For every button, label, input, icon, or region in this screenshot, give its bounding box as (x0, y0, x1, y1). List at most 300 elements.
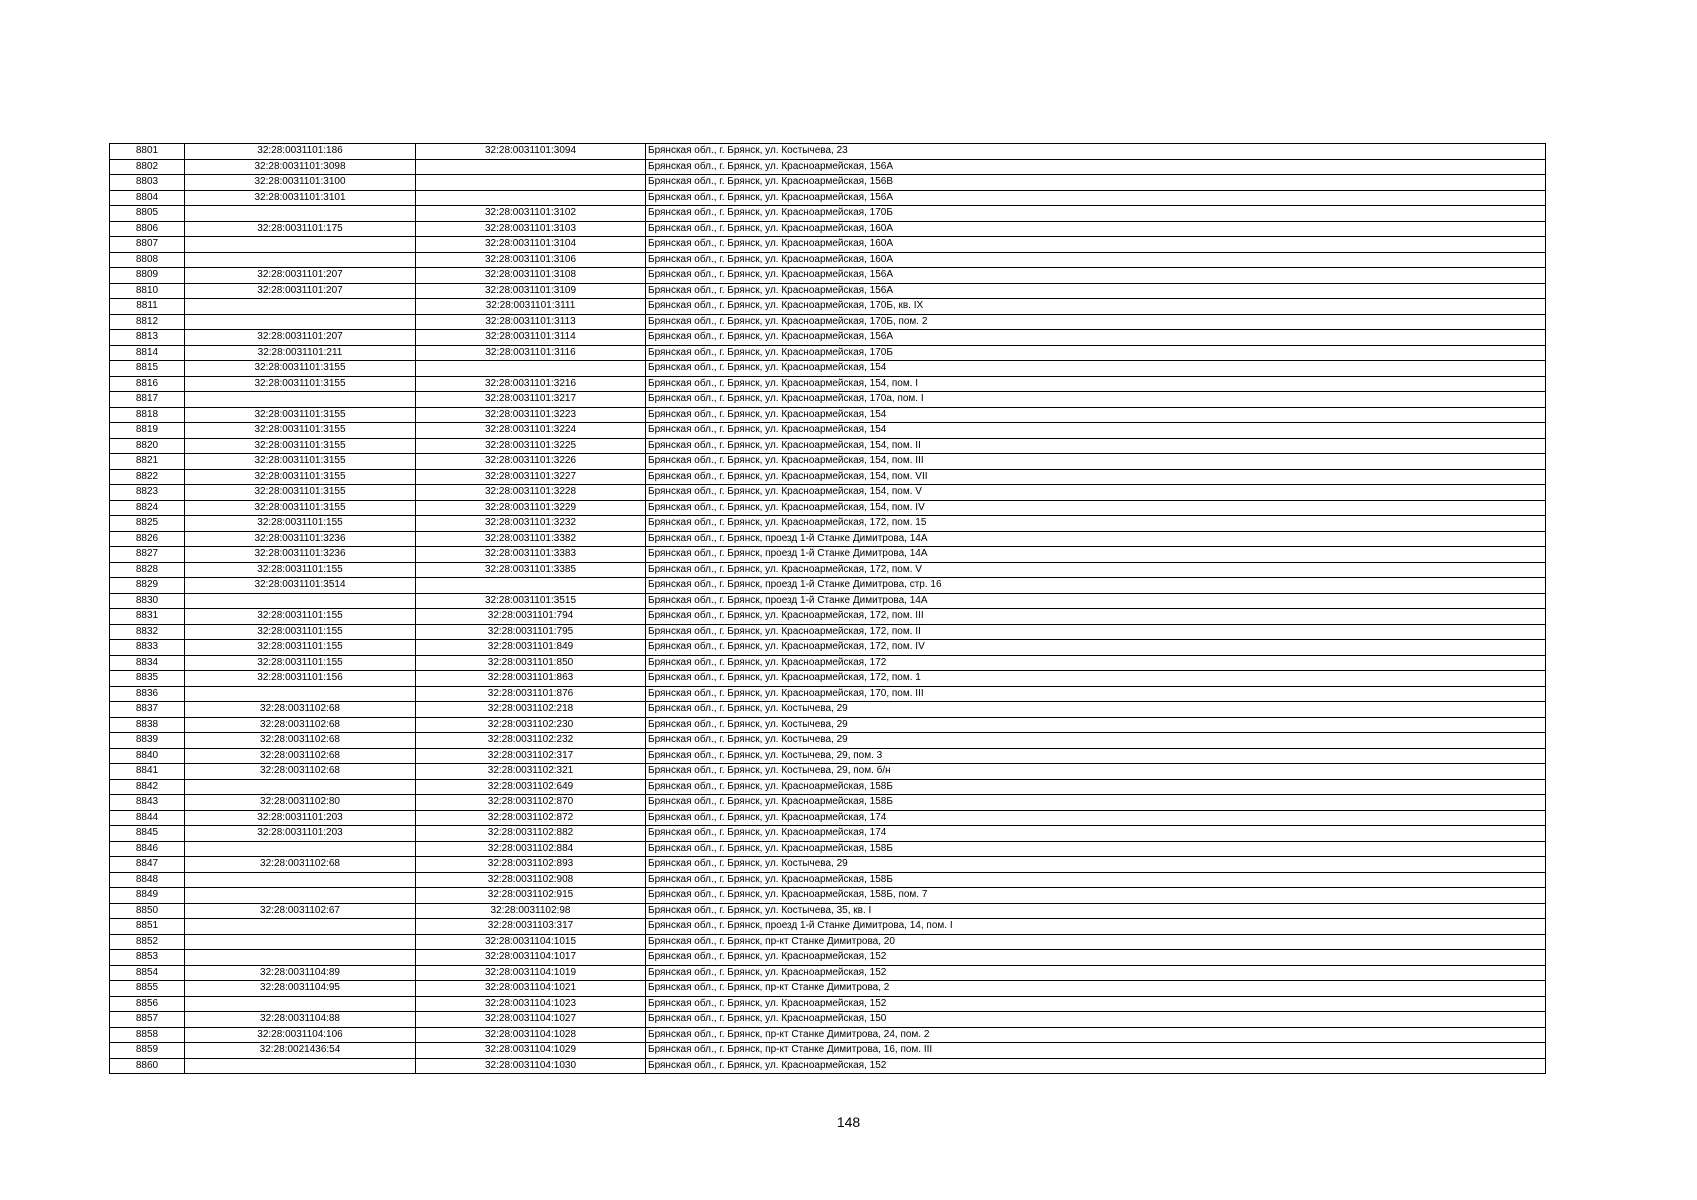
address-cell: Брянская обл., г. Брянск, ул. Красноармейская, 172 (646, 655, 1546, 671)
row-number-cell: 8812 (110, 314, 185, 330)
table-row (110, 237, 1546, 253)
row-number-cell: 8813 (110, 330, 185, 346)
object-cadastral-number-cell: 32:28:0031101:3223 (416, 407, 646, 423)
land-cadastral-number-cell: 32:28:0031102:68 (185, 733, 416, 749)
row-number-cell: 8834 (110, 655, 185, 671)
table-row (110, 454, 1546, 470)
row-number-cell: 8821 (110, 454, 185, 470)
address-cell: Брянская обл., г. Брянск, ул. Красноармейская, 156А (646, 283, 1546, 299)
registry-table (109, 143, 1546, 1074)
table-row (110, 717, 1546, 733)
object-cadastral-number-cell: 32:28:0031102:230 (416, 717, 646, 733)
address-cell: Брянская обл., г. Брянск, ул. Красноармейская, 152 (646, 1058, 1546, 1074)
land-cadastral-number-cell: 32:28:0031101:3155 (185, 376, 416, 392)
land-cadastral-number-cell: 32:28:0031101:155 (185, 609, 416, 625)
address-cell: Брянская обл., г. Брянск, ул. Красноармейская, 170Б, пом. 2 (646, 314, 1546, 330)
address-cell: Брянская обл., г. Брянск, ул. Красноармейская, 154, пом. IV (646, 500, 1546, 516)
address-cell: Брянская обл., г. Брянск, ул. Костычева, 23 (646, 144, 1546, 160)
land-cadastral-number-cell: 32:28:0031101:3155 (185, 438, 416, 454)
land-cadastral-number-cell: 32:28:0031101:175 (185, 221, 416, 237)
row-number-cell: 8803 (110, 175, 185, 191)
land-cadastral-number-cell: 32:28:0031102:68 (185, 748, 416, 764)
object-cadastral-number-cell: 32:28:0031101:3106 (416, 252, 646, 268)
table-row (110, 593, 1546, 609)
object-cadastral-number-cell (416, 578, 646, 594)
address-cell: Брянская обл., г. Брянск, ул. Красноармейская, 172, пом. IV (646, 640, 1546, 656)
land-cadastral-number-cell (185, 934, 416, 950)
row-number-cell: 8833 (110, 640, 185, 656)
table-row (110, 810, 1546, 826)
object-cadastral-number-cell: 32:28:0031104:1028 (416, 1027, 646, 1043)
object-cadastral-number-cell: 32:28:0031104:1015 (416, 934, 646, 950)
object-cadastral-number-cell: 32:28:0031101:3228 (416, 485, 646, 501)
row-number-cell: 8832 (110, 624, 185, 640)
object-cadastral-number-cell: 32:28:0031102:882 (416, 826, 646, 842)
land-cadastral-number-cell: 32:28:0031101:3155 (185, 407, 416, 423)
object-cadastral-number-cell: 32:28:0031101:3102 (416, 206, 646, 222)
page-number: 148 (836, 1114, 861, 1130)
row-number-cell: 8831 (110, 609, 185, 625)
land-cadastral-number-cell: 32:28:0031101:207 (185, 268, 416, 284)
address-cell: Брянская обл., г. Брянск, проезд 1-й Станке Димитрова, 14А (646, 531, 1546, 547)
land-cadastral-number-cell (185, 392, 416, 408)
object-cadastral-number-cell: 32:28:0031103:317 (416, 919, 646, 935)
land-cadastral-number-cell: 32:28:0031102:80 (185, 795, 416, 811)
address-cell: Брянская обл., г. Брянск, ул. Красноармейская, 170а, пом. I (646, 392, 1546, 408)
table-row (110, 686, 1546, 702)
land-cadastral-number-cell: 32:28:0031102:68 (185, 717, 416, 733)
object-cadastral-number-cell: 32:28:0031101:3229 (416, 500, 646, 516)
row-number-cell: 8829 (110, 578, 185, 594)
land-cadastral-number-cell: 32:28:0031101:3155 (185, 500, 416, 516)
object-cadastral-number-cell: 32:28:0031102:915 (416, 888, 646, 904)
land-cadastral-number-cell: 32:28:0031101:155 (185, 655, 416, 671)
row-number-cell: 8851 (110, 919, 185, 935)
address-cell: Брянская обл., г. Брянск, ул. Красноармейская, 152 (646, 996, 1546, 1012)
object-cadastral-number-cell: 32:28:0031101:3104 (416, 237, 646, 253)
object-cadastral-number-cell: 32:28:0031104:1027 (416, 1012, 646, 1028)
address-cell: Брянская обл., г. Брянск, проезд 1-й Станке Димитрова, 14А (646, 593, 1546, 609)
land-cadastral-number-cell: 32:28:0031102:67 (185, 903, 416, 919)
address-cell: Брянская обл., г. Брянск, ул. Красноармейская, 156А (646, 159, 1546, 175)
table-row (110, 655, 1546, 671)
table-row (110, 624, 1546, 640)
row-number-cell: 8810 (110, 283, 185, 299)
row-number-cell: 8853 (110, 950, 185, 966)
land-cadastral-number-cell (185, 593, 416, 609)
row-number-cell: 8824 (110, 500, 185, 516)
address-cell: Брянская обл., г. Брянск, ул. Красноармейская, 158Б (646, 841, 1546, 857)
land-cadastral-number-cell (185, 1058, 416, 1074)
object-cadastral-number-cell: 32:28:0031101:3094 (416, 144, 646, 160)
land-cadastral-number-cell (185, 206, 416, 222)
land-cadastral-number-cell: 32:28:0031104:95 (185, 981, 416, 997)
object-cadastral-number-cell: 32:28:0031101:3227 (416, 469, 646, 485)
row-number-cell: 8854 (110, 965, 185, 981)
address-cell: Брянская обл., г. Брянск, ул. Красноармейская, 152 (646, 965, 1546, 981)
row-number-cell: 8847 (110, 857, 185, 873)
object-cadastral-number-cell: 32:28:0031102:232 (416, 733, 646, 749)
row-number-cell: 8819 (110, 423, 185, 439)
table-row (110, 562, 1546, 578)
object-cadastral-number-cell: 32:28:0031104:1023 (416, 996, 646, 1012)
row-number-cell: 8814 (110, 345, 185, 361)
address-cell: Брянская обл., г. Брянск, ул. Красноармейская, 160А (646, 237, 1546, 253)
object-cadastral-number-cell: 32:28:0031101:3116 (416, 345, 646, 361)
land-cadastral-number-cell: 32:28:0031104:88 (185, 1012, 416, 1028)
table-row (110, 190, 1546, 206)
table-row (110, 779, 1546, 795)
object-cadastral-number-cell (416, 361, 646, 377)
address-cell: Брянская обл., г. Брянск, ул. Красноармейская, 154 (646, 423, 1546, 439)
row-number-cell: 8806 (110, 221, 185, 237)
row-number-cell: 8818 (110, 407, 185, 423)
object-cadastral-number-cell: 32:28:0031102:98 (416, 903, 646, 919)
address-cell: Брянская обл., г. Брянск, ул. Красноармейская, 160А (646, 252, 1546, 268)
land-cadastral-number-cell (185, 299, 416, 315)
land-cadastral-number-cell: 32:28:0031102:68 (185, 702, 416, 718)
address-cell: Брянская обл., г. Брянск, ул. Красноармейская, 158Б (646, 795, 1546, 811)
address-cell: Брянская обл., г. Брянск, ул. Костычева, 29, пом. 3 (646, 748, 1546, 764)
land-cadastral-number-cell (185, 841, 416, 857)
table-row (110, 702, 1546, 718)
table-row (110, 671, 1546, 687)
land-cadastral-number-cell: 32:28:0031101:3514 (185, 578, 416, 594)
address-cell: Брянская обл., г. Брянск, ул. Красноармейская, 156В (646, 175, 1546, 191)
address-cell: Брянская обл., г. Брянск, ул. Красноармейская, 172, пом. II (646, 624, 1546, 640)
table-row (110, 392, 1546, 408)
row-number-cell: 8802 (110, 159, 185, 175)
land-cadastral-number-cell: 32:28:0031101:3155 (185, 454, 416, 470)
table-row (110, 206, 1546, 222)
row-number-cell: 8837 (110, 702, 185, 718)
object-cadastral-number-cell: 32:28:0031101:3111 (416, 299, 646, 315)
land-cadastral-number-cell: 32:28:0031101:3236 (185, 547, 416, 563)
table-row (110, 1027, 1546, 1043)
row-number-cell: 8855 (110, 981, 185, 997)
table-row (110, 1058, 1546, 1074)
address-cell: Брянская обл., г. Брянск, ул. Костычева, 29 (646, 702, 1546, 718)
table-row (110, 996, 1546, 1012)
table-row (110, 1043, 1546, 1059)
object-cadastral-number-cell: 32:28:0031101:3225 (416, 438, 646, 454)
table-row (110, 531, 1546, 547)
row-number-cell: 8822 (110, 469, 185, 485)
land-cadastral-number-cell (185, 872, 416, 888)
row-number-cell: 8860 (110, 1058, 185, 1074)
table-row (110, 221, 1546, 237)
address-cell: Брянская обл., г. Брянск, ул. Красноармейская, 172, пом. V (646, 562, 1546, 578)
land-cadastral-number-cell: 32:28:0031101:3155 (185, 469, 416, 485)
row-number-cell: 8849 (110, 888, 185, 904)
table-row (110, 903, 1546, 919)
table-row (110, 423, 1546, 439)
table-row (110, 376, 1546, 392)
address-cell: Брянская обл., г. Брянск, ул. Красноармейская, 172, пом. 1 (646, 671, 1546, 687)
land-cadastral-number-cell: 32:28:0031101:3155 (185, 423, 416, 439)
address-cell: Брянская обл., г. Брянск, ул. Красноармейская, 152 (646, 950, 1546, 966)
object-cadastral-number-cell: 32:28:0031101:3383 (416, 547, 646, 563)
address-cell: Брянская обл., г. Брянск, ул. Костычева, 29, пом. б/н (646, 764, 1546, 780)
address-cell: Брянская обл., г. Брянск, ул. Красноармейская, 154, пом. II (646, 438, 1546, 454)
land-cadastral-number-cell: 32:28:0031101:203 (185, 826, 416, 842)
address-cell: Брянская обл., г. Брянск, ул. Красноармейская, 172, пом. III (646, 609, 1546, 625)
land-cadastral-number-cell: 32:28:0031104:89 (185, 965, 416, 981)
row-number-cell: 8846 (110, 841, 185, 857)
object-cadastral-number-cell (416, 159, 646, 175)
address-cell: Брянская обл., г. Брянск, ул. Костычева, 35, кв. I (646, 903, 1546, 919)
land-cadastral-number-cell: 32:28:0031101:203 (185, 810, 416, 826)
land-cadastral-number-cell: 32:28:0031101:3155 (185, 361, 416, 377)
object-cadastral-number-cell: 32:28:0031101:3216 (416, 376, 646, 392)
land-cadastral-number-cell: 32:28:0031101:3236 (185, 531, 416, 547)
row-number-cell: 8843 (110, 795, 185, 811)
object-cadastral-number-cell: 32:28:0031102:649 (416, 779, 646, 795)
land-cadastral-number-cell: 32:28:0031101:211 (185, 345, 416, 361)
table-row (110, 965, 1546, 981)
address-cell: Брянская обл., г. Брянск, ул. Красноармейская, 156А (646, 190, 1546, 206)
land-cadastral-number-cell: 32:28:0031101:155 (185, 562, 416, 578)
row-number-cell: 8845 (110, 826, 185, 842)
table-row (110, 748, 1546, 764)
address-cell: Брянская обл., г. Брянск, ул. Красноармейская, 154 (646, 361, 1546, 377)
object-cadastral-number-cell: 32:28:0031101:3108 (416, 268, 646, 284)
address-cell: Брянская обл., г. Брянск, ул. Красноармейская, 156А (646, 330, 1546, 346)
row-number-cell: 8826 (110, 531, 185, 547)
land-cadastral-number-cell: 32:28:0031101:156 (185, 671, 416, 687)
address-cell: Брянская обл., г. Брянск, ул. Красноармейская, 158Б, пом. 7 (646, 888, 1546, 904)
land-cadastral-number-cell: 32:28:0031101:207 (185, 283, 416, 299)
land-cadastral-number-cell: 32:28:0021436:54 (185, 1043, 416, 1059)
table-row (110, 175, 1546, 191)
object-cadastral-number-cell: 32:28:0031102:872 (416, 810, 646, 826)
row-number-cell: 8842 (110, 779, 185, 795)
address-cell: Брянская обл., г. Брянск, ул. Красноармейская, 158Б (646, 779, 1546, 795)
address-cell: Брянская обл., г. Брянск, ул. Красноармейская, 170Б (646, 345, 1546, 361)
table-row (110, 934, 1546, 950)
object-cadastral-number-cell: 32:28:0031101:3515 (416, 593, 646, 609)
table-row (110, 733, 1546, 749)
table-row (110, 950, 1546, 966)
row-number-cell: 8817 (110, 392, 185, 408)
object-cadastral-number-cell: 32:28:0031101:3109 (416, 283, 646, 299)
row-number-cell: 8856 (110, 996, 185, 1012)
land-cadastral-number-cell: 32:28:0031101:155 (185, 640, 416, 656)
land-cadastral-number-cell: 32:28:0031101:155 (185, 516, 416, 532)
row-number-cell: 8857 (110, 1012, 185, 1028)
object-cadastral-number-cell: 32:28:0031101:3114 (416, 330, 646, 346)
address-cell: Брянская обл., г. Брянск, ул. Костычева, 29 (646, 717, 1546, 733)
row-number-cell: 8816 (110, 376, 185, 392)
table-row (110, 159, 1546, 175)
object-cadastral-number-cell: 32:28:0031101:3217 (416, 392, 646, 408)
address-cell: Брянская обл., г. Брянск, ул. Красноармейская, 172, пом. 15 (646, 516, 1546, 532)
object-cadastral-number-cell: 32:28:0031101:849 (416, 640, 646, 656)
registry-table-body (110, 144, 1546, 1074)
table-row (110, 144, 1546, 160)
table-row (110, 826, 1546, 842)
land-cadastral-number-cell: 32:28:0031102:68 (185, 764, 416, 780)
row-number-cell: 8858 (110, 1027, 185, 1043)
row-number-cell: 8859 (110, 1043, 185, 1059)
address-cell: Брянская обл., г. Брянск, ул. Костычева, 29 (646, 857, 1546, 873)
row-number-cell: 8801 (110, 144, 185, 160)
land-cadastral-number-cell (185, 888, 416, 904)
land-cadastral-number-cell: 32:28:0031101:3101 (185, 190, 416, 206)
address-cell: Брянская обл., г. Брянск, ул. Красноармейская, 154, пом. VII (646, 469, 1546, 485)
address-cell: Брянская обл., г. Брянск, ул. Красноармейская, 174 (646, 826, 1546, 842)
address-cell: Брянская обл., г. Брянск, ул. Красноармейская, 154, пом. V (646, 485, 1546, 501)
row-number-cell: 8835 (110, 671, 185, 687)
row-number-cell: 8844 (110, 810, 185, 826)
land-cadastral-number-cell (185, 686, 416, 702)
object-cadastral-number-cell (416, 190, 646, 206)
row-number-cell: 8807 (110, 237, 185, 253)
address-cell: Брянская обл., г. Брянск, проезд 1-й Станке Димитрова, 14, пом. I (646, 919, 1546, 935)
object-cadastral-number-cell: 32:28:0031104:1021 (416, 981, 646, 997)
row-number-cell: 8841 (110, 764, 185, 780)
land-cadastral-number-cell (185, 919, 416, 935)
land-cadastral-number-cell (185, 252, 416, 268)
land-cadastral-number-cell: 32:28:0031102:68 (185, 857, 416, 873)
row-number-cell: 8804 (110, 190, 185, 206)
address-cell: Брянская обл., г. Брянск, ул. Красноармейская, 170, пом. III (646, 686, 1546, 702)
row-number-cell: 8815 (110, 361, 185, 377)
row-number-cell: 8825 (110, 516, 185, 532)
object-cadastral-number-cell: 32:28:0031101:3226 (416, 454, 646, 470)
address-cell: Брянская обл., г. Брянск, пр-кт Станке Димитрова, 20 (646, 934, 1546, 950)
row-number-cell: 8850 (110, 903, 185, 919)
address-cell: Брянская обл., г. Брянск, проезд 1-й Станке Димитрова, стр. 16 (646, 578, 1546, 594)
address-cell: Брянская обл., г. Брянск, ул. Костычева, 29 (646, 733, 1546, 749)
address-cell: Брянская обл., г. Брянск, ул. Красноармейская, 160А (646, 221, 1546, 237)
land-cadastral-number-cell: 32:28:0031104:106 (185, 1027, 416, 1043)
row-number-cell: 8809 (110, 268, 185, 284)
land-cadastral-number-cell (185, 237, 416, 253)
object-cadastral-number-cell: 32:28:0031102:218 (416, 702, 646, 718)
row-number-cell: 8852 (110, 934, 185, 950)
address-cell: Брянская обл., г. Брянск, пр-кт Станке Димитрова, 2 (646, 981, 1546, 997)
row-number-cell: 8840 (110, 748, 185, 764)
object-cadastral-number-cell: 32:28:0031101:794 (416, 609, 646, 625)
table-row (110, 345, 1546, 361)
land-cadastral-number-cell (185, 314, 416, 330)
table-row (110, 361, 1546, 377)
address-cell: Брянская обл., г. Брянск, ул. Красноармейская, 154, пом. III (646, 454, 1546, 470)
table-row (110, 1012, 1546, 1028)
table-row (110, 283, 1546, 299)
land-cadastral-number-cell: 32:28:0031101:155 (185, 624, 416, 640)
address-cell: Брянская обл., г. Брянск, пр-кт Станке Димитрова, 16, пом. III (646, 1043, 1546, 1059)
row-number-cell: 8811 (110, 299, 185, 315)
table-row (110, 252, 1546, 268)
table-row (110, 640, 1546, 656)
table-row (110, 516, 1546, 532)
row-number-cell: 8839 (110, 733, 185, 749)
land-cadastral-number-cell: 32:28:0031101:186 (185, 144, 416, 160)
land-cadastral-number-cell (185, 950, 416, 966)
object-cadastral-number-cell: 32:28:0031101:3113 (416, 314, 646, 330)
table-row (110, 919, 1546, 935)
land-cadastral-number-cell: 32:28:0031101:3155 (185, 485, 416, 501)
table-row (110, 407, 1546, 423)
table-row (110, 888, 1546, 904)
row-number-cell: 8836 (110, 686, 185, 702)
object-cadastral-number-cell: 32:28:0031101:850 (416, 655, 646, 671)
table-row (110, 578, 1546, 594)
table-row (110, 314, 1546, 330)
object-cadastral-number-cell: 32:28:0031101:3232 (416, 516, 646, 532)
land-cadastral-number-cell: 32:28:0031101:207 (185, 330, 416, 346)
object-cadastral-number-cell: 32:28:0031102:870 (416, 795, 646, 811)
table-row (110, 609, 1546, 625)
address-cell: Брянская обл., г. Брянск, пр-кт Станке Димитрова, 24, пом. 2 (646, 1027, 1546, 1043)
land-cadastral-number-cell: 32:28:0031101:3100 (185, 175, 416, 191)
table-row (110, 485, 1546, 501)
table-row (110, 547, 1546, 563)
address-cell: Брянская обл., г. Брянск, ул. Красноармейская, 154, пом. I (646, 376, 1546, 392)
table-row (110, 299, 1546, 315)
row-number-cell: 8848 (110, 872, 185, 888)
row-number-cell: 8805 (110, 206, 185, 222)
table-row (110, 841, 1546, 857)
object-cadastral-number-cell: 32:28:0031104:1017 (416, 950, 646, 966)
object-cadastral-number-cell: 32:28:0031101:3382 (416, 531, 646, 547)
object-cadastral-number-cell: 32:28:0031102:317 (416, 748, 646, 764)
table-row (110, 872, 1546, 888)
land-cadastral-number-cell (185, 996, 416, 1012)
row-number-cell: 8827 (110, 547, 185, 563)
address-cell: Брянская обл., г. Брянск, ул. Красноармейская, 170Б (646, 206, 1546, 222)
address-cell: Брянская обл., г. Брянск, проезд 1-й Станке Димитрова, 14А (646, 547, 1546, 563)
address-cell: Брянская обл., г. Брянск, ул. Красноармейская, 158Б (646, 872, 1546, 888)
address-cell: Брянская обл., г. Брянск, ул. Красноармейская, 154 (646, 407, 1546, 423)
address-cell: Брянская обл., г. Брянск, ул. Красноармейская, 150 (646, 1012, 1546, 1028)
table-row (110, 330, 1546, 346)
object-cadastral-number-cell: 32:28:0031102:321 (416, 764, 646, 780)
address-cell: Брянская обл., г. Брянск, ул. Красноармейская, 170Б, кв. IX (646, 299, 1546, 315)
table-row (110, 795, 1546, 811)
object-cadastral-number-cell: 32:28:0031101:795 (416, 624, 646, 640)
object-cadastral-number-cell: 32:28:0031101:3224 (416, 423, 646, 439)
object-cadastral-number-cell: 32:28:0031102:893 (416, 857, 646, 873)
table-row (110, 857, 1546, 873)
object-cadastral-number-cell: 32:28:0031104:1029 (416, 1043, 646, 1059)
row-number-cell: 8830 (110, 593, 185, 609)
object-cadastral-number-cell: 32:28:0031101:3385 (416, 562, 646, 578)
object-cadastral-number-cell: 32:28:0031102:884 (416, 841, 646, 857)
land-cadastral-number-cell (185, 779, 416, 795)
row-number-cell: 8808 (110, 252, 185, 268)
table-row (110, 500, 1546, 516)
object-cadastral-number-cell: 32:28:0031102:908 (416, 872, 646, 888)
row-number-cell: 8820 (110, 438, 185, 454)
table-row (110, 268, 1546, 284)
object-cadastral-number-cell: 32:28:0031104:1019 (416, 965, 646, 981)
row-number-cell: 8823 (110, 485, 185, 501)
address-cell: Брянская обл., г. Брянск, ул. Красноармейская, 156А (646, 268, 1546, 284)
object-cadastral-number-cell: 32:28:0031101:863 (416, 671, 646, 687)
object-cadastral-number-cell: 32:28:0031104:1030 (416, 1058, 646, 1074)
object-cadastral-number-cell: 32:28:0031101:3103 (416, 221, 646, 237)
row-number-cell: 8838 (110, 717, 185, 733)
address-cell: Брянская обл., г. Брянск, ул. Красноармейская, 174 (646, 810, 1546, 826)
row-number-cell: 8828 (110, 562, 185, 578)
object-cadastral-number-cell (416, 175, 646, 191)
table-row (110, 469, 1546, 485)
table-row (110, 438, 1546, 454)
object-cadastral-number-cell: 32:28:0031101:876 (416, 686, 646, 702)
